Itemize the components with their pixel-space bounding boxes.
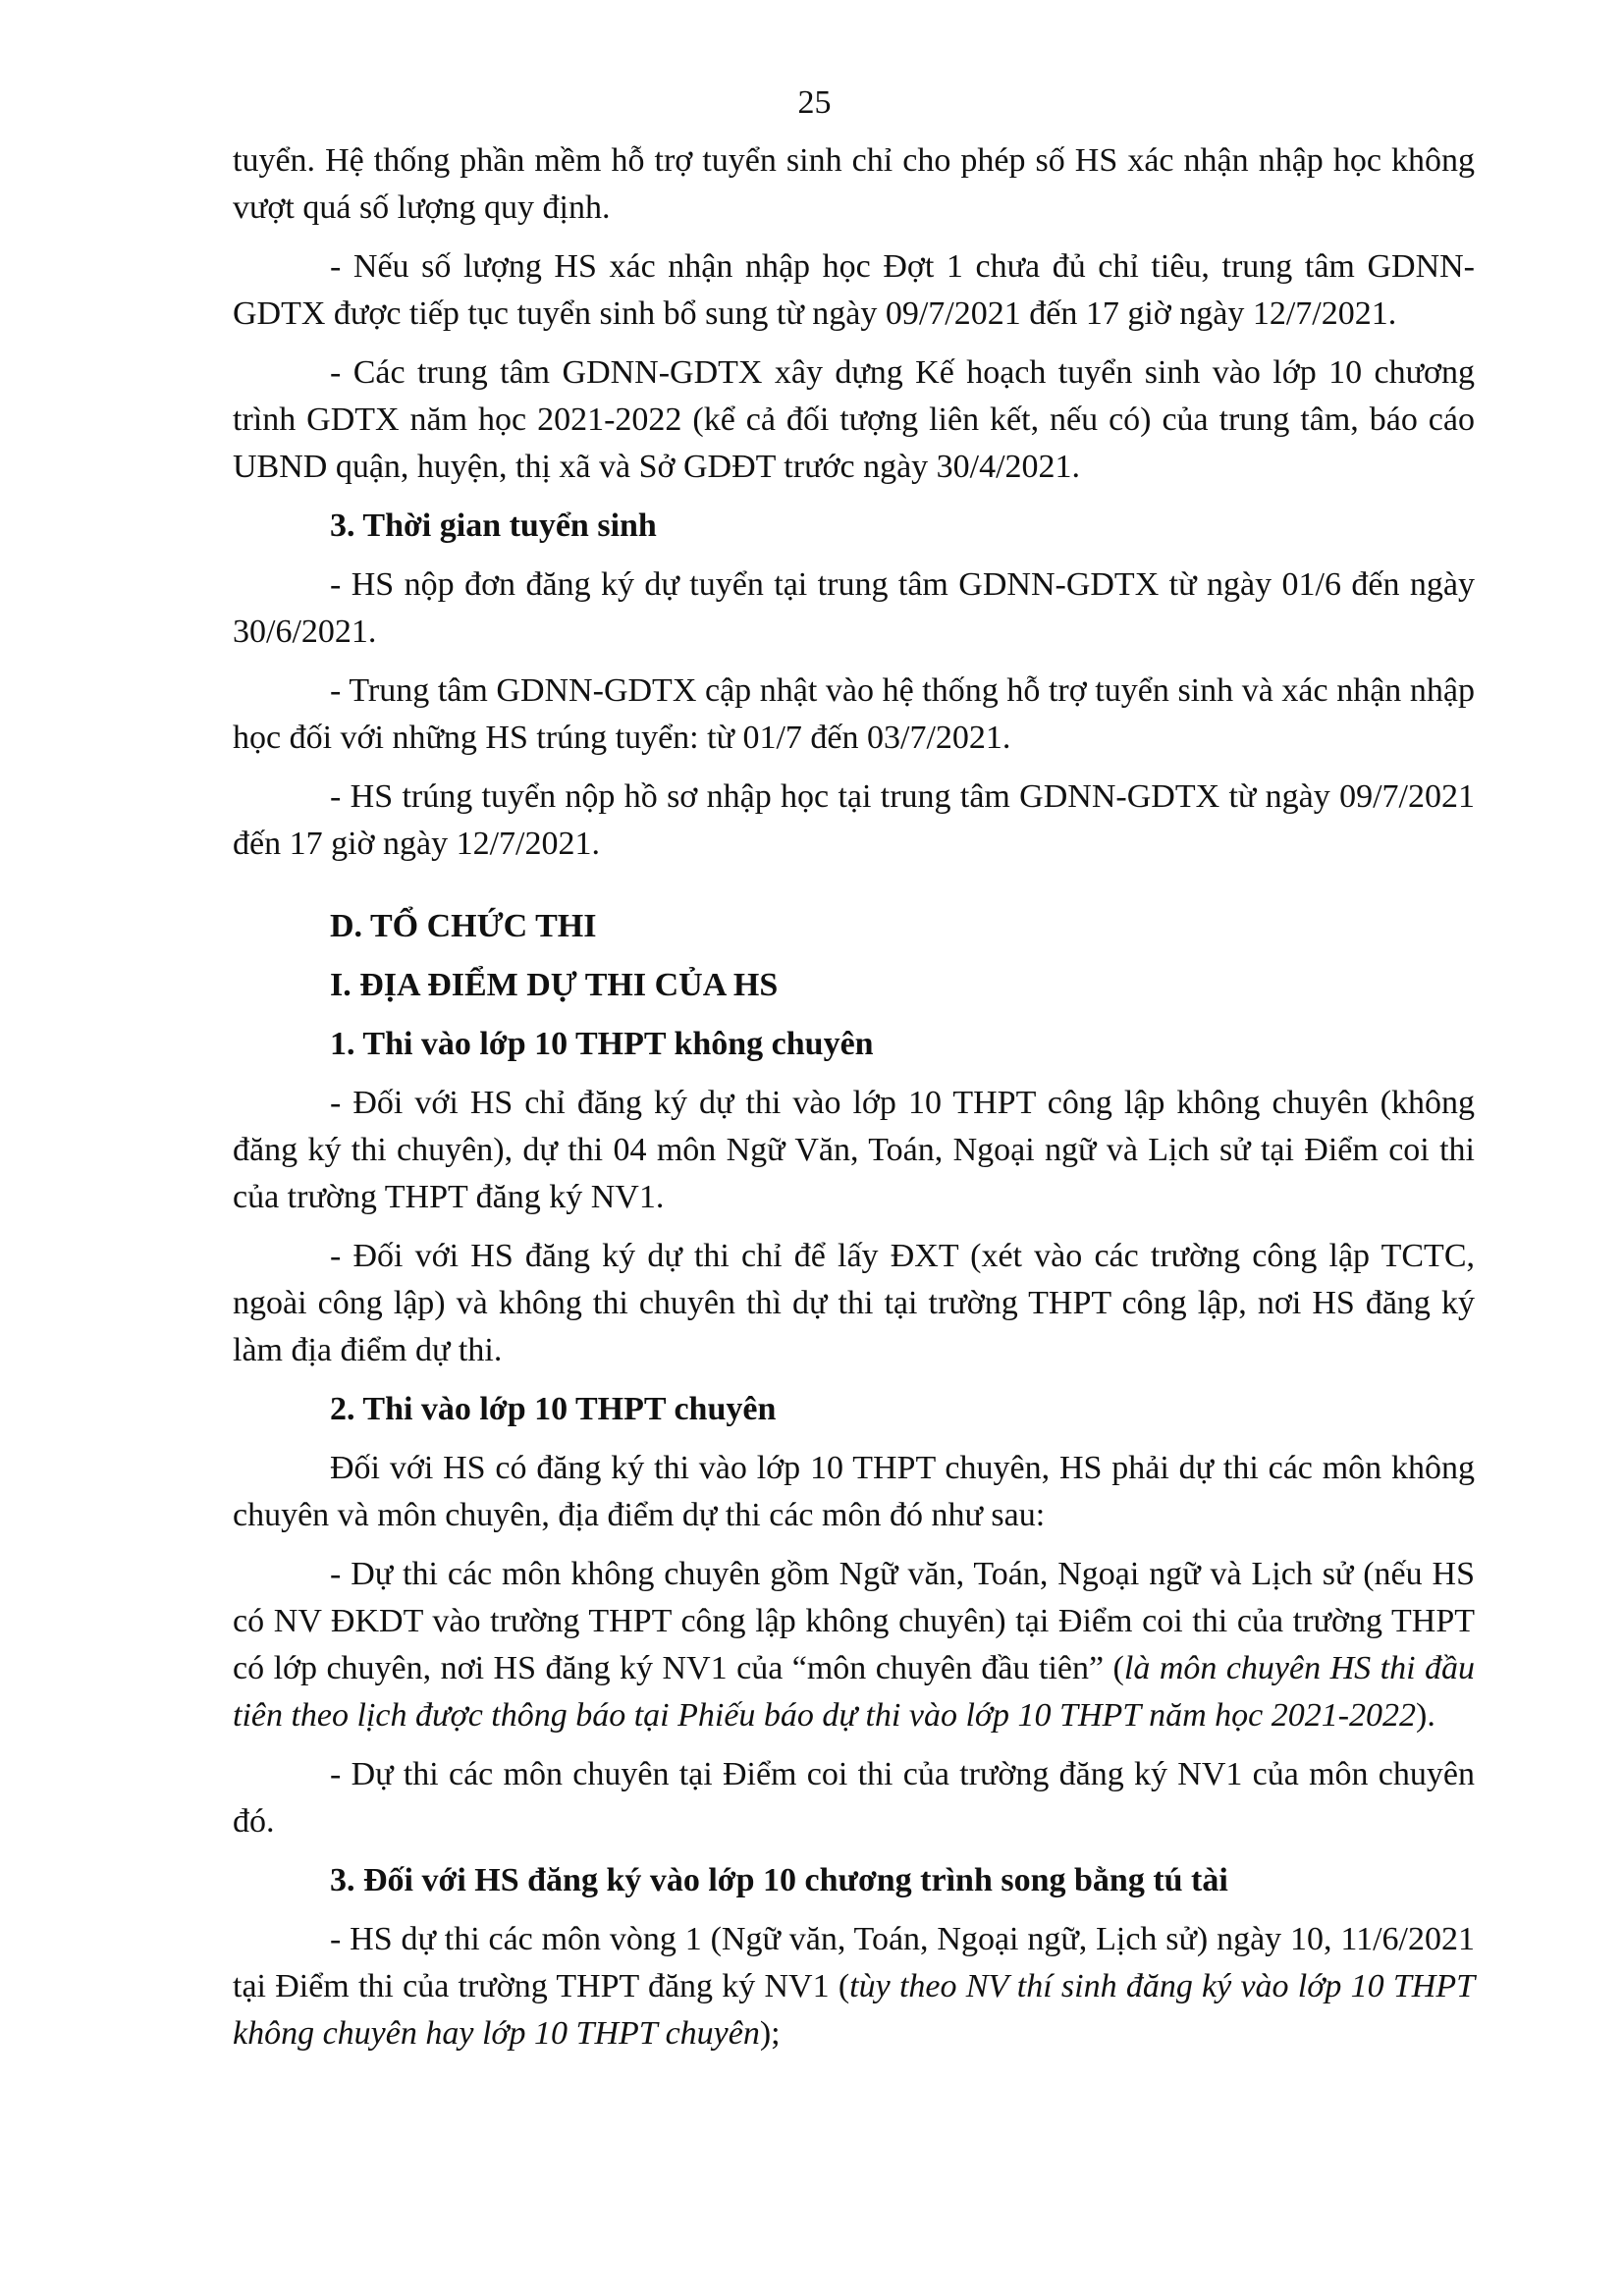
section-heading-thoi-gian: 3. Thời gian tuyển sinh [330, 507, 657, 544]
paragraph: - Các trung tâm GDNN-GDTX xây dựng Kế hoạch tuyển sinh vào lớp 10 chương trình GDTX năm học 2021-2022 (kể cả đối tượng liên kết, nếu có) của trung tâm, báo cáo UBND quận, huyện, thị xã và Sở GDĐT trước ngày 30/4/2021. [233, 354, 1475, 485]
italic-note: là môn chuyên HS thi đầu tiên theo lịch được thông báo tại Phiếu báo dự thi vào lớp 10 THPT năm học 2021-2022 [233, 1650, 1475, 1734]
page-number: 25 [797, 84, 832, 121]
paragraph-tail: ). [1416, 1697, 1435, 1734]
major-heading-to-chuc-thi: D. TỔ CHỨC THI [330, 908, 597, 944]
italic-note: tùy theo NV thí sinh đăng ký vào lớp 10 THPT không chuyên hay lớp 10 THPT chuyên [233, 1968, 1475, 2052]
paragraph: - Đối với HS đăng ký dự thi chỉ để lấy ĐXT (xét vào các trường công lập TCTC, ngoài công lập) và không thi chuyên thì dự thi tại trường THPT công lập, nơi HS đăng ký làm địa điểm dự thi. [233, 1238, 1475, 1368]
document-body [233, 137, 1475, 2057]
paragraph: - Nếu số lượng HS xác nhận nhập học Đợt 1 chưa đủ chỉ tiêu, trung tâm GDNN-GDTX được tiếp tục tuyển sinh bổ sung từ ngày 09/7/2021 đến 17 giờ ngày 12/7/2021. [233, 248, 1475, 332]
paragraph: - Trung tâm GDNN-GDTX cập nhật vào hệ thống hỗ trợ tuyển sinh và xác nhận nhập học đối với những HS trúng tuyển: từ 01/7 đến 03/7/2021. [233, 672, 1475, 756]
paragraph-tail: ); [759, 2015, 781, 2052]
paragraph: Đối với HS có đăng ký thi vào lớp 10 THPT chuyên, HS phải dự thi các môn không chuyên và môn chuyên, địa điểm dự thi các môn đó như sau: [233, 1450, 1475, 1533]
subsection-heading-khong-chuyen: 1. Thi vào lớp 10 THPT không chuyên [330, 1026, 874, 1062]
document-page [233, 77, 1475, 2069]
paragraph-intro: tuyển. Hệ thống phần mềm hỗ trợ tuyển sinh chỉ cho phép số HS xác nhận nhập học không vượt quá số lượng quy định. [233, 142, 1475, 226]
paragraph: - HS trúng tuyển nộp hồ sơ nhập học tại trung tâm GDNN-GDTX từ ngày 09/7/2021 đến 17 giờ ngày 12/7/2021. [233, 778, 1475, 862]
paragraph-with-italic [233, 1551, 1475, 1739]
paragraph-text: - Dự thi các môn không chuyên gồm Ngữ văn, Toán, Ngoại ngữ và Lịch sử (nếu HS có NV ĐKDT vào trường THPT công lập không chuyên) tại Điểm coi thi của trường THPT có lớp chuyên, nơi HS đăng ký NV1 của “môn chuyên đầu tiên” ( [233, 1556, 1475, 1686]
paragraph: - Đối với HS chỉ đăng ký dự thi vào lớp 10 THPT công lập không chuyên (không đăng ký thi chuyên), dự thi 04 môn Ngữ Văn, Toán, Ngoại ngữ và Lịch sử tại Điểm coi thi của trường THPT đăng ký NV1. [233, 1085, 1475, 1215]
paragraph-text: - HS dự thi các môn vòng 1 (Ngữ văn, Toán, Ngoại ngữ, Lịch sử) ngày 10, 11/6/2021 tại Điểm thi của trường THPT đăng ký NV1 ( [233, 1921, 1475, 2004]
subsection-heading-chuyen: 2. Thi vào lớp 10 THPT chuyên [330, 1391, 777, 1427]
section-heading-dia-diem: I. ĐỊA ĐIỂM DỰ THI CỦA HS [330, 967, 779, 1003]
paragraph-with-italic [233, 1916, 1475, 2057]
paragraph: - HS nộp đơn đăng ký dự tuyển tại trung tâm GDNN-GDTX từ ngày 01/6 đến ngày 30/6/2021. [233, 566, 1475, 650]
subsection-heading-song-bang: 3. Đối với HS đăng ký vào lớp 10 chương trình song bằng tú tài [330, 1862, 1228, 1898]
paragraph: - Dự thi các môn chuyên tại Điểm coi thi của trường đăng ký NV1 của môn chuyên đó. [233, 1756, 1475, 1840]
